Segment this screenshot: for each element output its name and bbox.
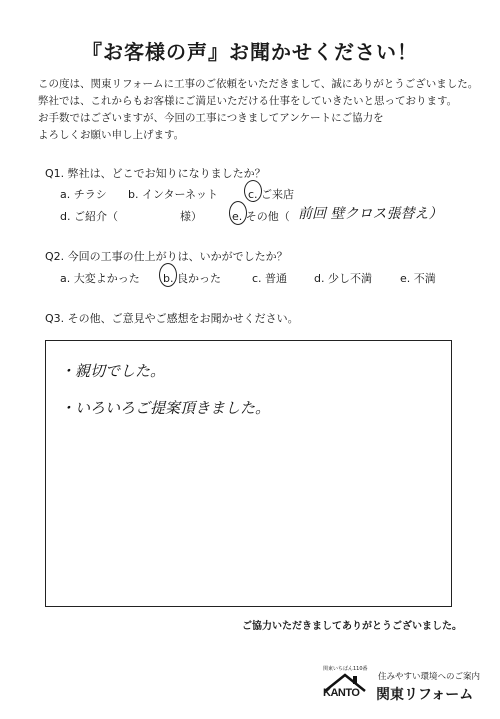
q1-option-c: c. ご来店 bbox=[248, 188, 295, 201]
q1-option-e: e. その他（ bbox=[232, 210, 290, 223]
intro-line-4: よろしくお願い申し上げます。 bbox=[38, 129, 185, 141]
q2-option-d: d. 少し不満 bbox=[314, 272, 372, 285]
q2-option-c: c. 普通 bbox=[252, 272, 288, 285]
intro-line-2: 弊社では、これからもお客様にご満足いただける仕事をしていきたいと思っております。 bbox=[38, 95, 458, 107]
logo-text: KANTO bbox=[323, 687, 360, 699]
q1-option-e-circle-mark bbox=[229, 201, 247, 225]
q1-option-d: d. ご紹介（ bbox=[60, 210, 118, 223]
thanks-text: ご協力いただきましてありがとうございました。 bbox=[242, 621, 462, 632]
q1-other-handwritten: 前回 壁クロス張替え） bbox=[298, 206, 443, 222]
page-title: 『お客様の声』お聞かせください！ bbox=[82, 40, 418, 64]
q1-question: Q1. 弊社は、どこでお知りになりましたか？ bbox=[45, 167, 266, 180]
q1-option-b: b. インターネット bbox=[128, 188, 218, 201]
q2-option-b-circle-mark bbox=[159, 263, 177, 287]
intro-line-3: お手数ではございますが、今回の工事につきましてアンケートにご協力を bbox=[38, 112, 384, 124]
footer-company-name: 関東リフォーム bbox=[376, 687, 474, 703]
q3-handwritten-line-1: ・親切でした。 bbox=[60, 362, 166, 380]
q2-option-a: a. 大変よかった bbox=[60, 272, 140, 285]
footer-tagline: 住みやすい環境へのご案内 bbox=[378, 672, 481, 682]
q3-handwritten-line-2: ・いろいろご提案頂きました。 bbox=[60, 399, 271, 417]
q3-question: Q3. その他、ご意見やご感想をお聞かせください。 bbox=[45, 312, 299, 325]
q1-option-a: a. チラシ bbox=[60, 188, 107, 201]
q2-question: Q2. 今回の工事の仕上がりは、いかがでしたか？ bbox=[45, 250, 288, 263]
q2-option-b: b. 良かった bbox=[163, 272, 221, 285]
q2-option-e: e. 不満 bbox=[400, 272, 436, 285]
kanto-logo bbox=[323, 665, 373, 705]
intro-line-1: この度は、関東リフォームに工事のご依頼をいただきまして、誠にありがとうございました。 bbox=[38, 78, 479, 90]
intro-text bbox=[38, 76, 478, 144]
q1-option-c-circle-mark bbox=[244, 180, 262, 202]
logo-small-text: 関東いちばん110番 bbox=[323, 666, 368, 672]
q1-option-d-suffix: 様） bbox=[180, 210, 202, 223]
